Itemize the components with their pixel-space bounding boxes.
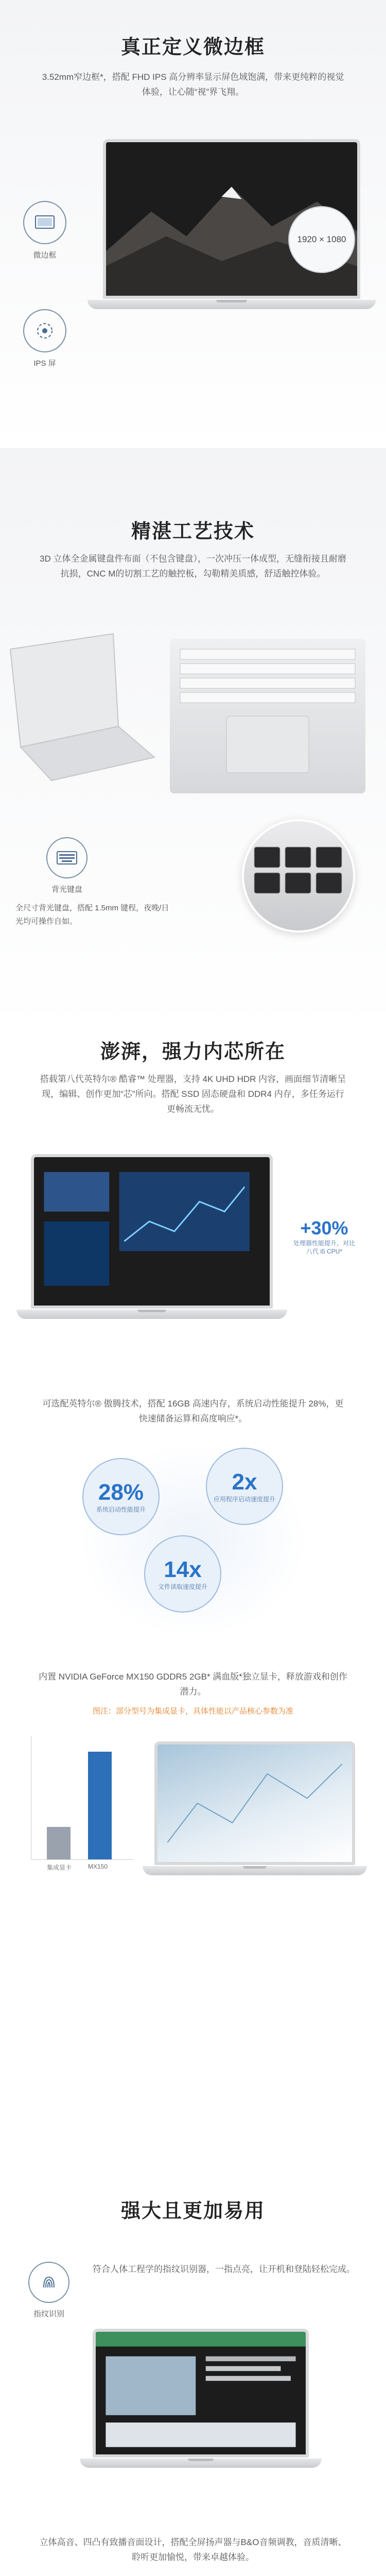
chart-category-label: 集成显卡 (47, 1864, 72, 1871)
section-desc-2: 可选配英特尔® 傲腾技术，搭配 16GB 高速内存，系统启动性能提升 28%，更快速储备运算和高度响应*。 (42, 1399, 344, 1423)
bubble (206, 1448, 283, 1525)
resolution-badge (288, 206, 355, 273)
narrow-bezel-icon (23, 201, 66, 244)
chart-bar (47, 1827, 71, 1859)
section-desc: 3D 立体全金属键盘件布面（不包含键盘），一次冲压一体成型，无缝衔接且耐磨抗损，CNC M的切割工艺的触控板，勾勒精美质感，舒适触控体验。 (40, 554, 346, 579)
fingerprint-desc: 符合人体工程学的指纹识别器，一指点亮，让开机和登陆轻松完成。 (93, 2264, 355, 2274)
resolution-text: 1920 × 1080 (297, 234, 346, 244)
section-desc: 3.52mm窄边框*，搭配 FHD IPS 高分辨率显示屏色域饱满，带来更纯粹的视觉体验，让心随“视”界飞翔。 (42, 72, 344, 97)
bubble-note: 系统启动性能提升 (96, 1506, 146, 1513)
chart-note: 图注：部分型号为集成显卡，具体性能以产品核心参数为准 (92, 1707, 293, 1716)
section-bezel (0, 0, 386, 448)
feature-desc: 全尺寸背光键盘，搭配 1.5mm 键程，夜晚/日光均可操作自如。 (15, 904, 169, 926)
feature-label: 背光键盘 (51, 885, 82, 894)
section-usability (0, 2184, 386, 2576)
bubble-value: 14x (164, 1557, 202, 1582)
section-desc: 搭载第八代英特尔® 酷睿™ 处理器，支持 4K UHD HDR 内容，画面细节清晰呈现，编辑、创作更加“芯”所向。搭配 SSD 固态硬盘和 DDR4 内存，多任务运行更畅流无忧。 (40, 1074, 346, 1114)
bubble-value: 28% (98, 1480, 144, 1505)
bubble (144, 1535, 221, 1613)
icon-label: 微边框 (33, 251, 57, 260)
gpu-desc: 内置 NVIDIA GeForce MX150 GDDR5 2GB* 满血版*独立显卡，释放游戏和创作潜力。 (39, 1672, 347, 1697)
backlit-keyboard-icon (46, 837, 87, 878)
section-craftsmanship (0, 448, 386, 1036)
ips-screen-icon (23, 309, 66, 352)
laptop-game-image (154, 1741, 355, 1917)
icon-label: IPS 屏 (33, 359, 56, 368)
bubble-value: 2x (232, 1469, 257, 1495)
chart-bar (88, 1752, 112, 1859)
audio-desc: 立体高音、四凸有致播音面设计，搭配全屏扬声器与B&O音频调教，音质清晰、聆听更加愉悦，带来卓越体验。 (39, 2537, 347, 2562)
bubble-note: 应用程序启动速度提升 (213, 1496, 275, 1503)
fingerprint-icon (28, 2262, 69, 2303)
keyboard-zoom-image (242, 819, 355, 933)
bubble (82, 1458, 160, 1535)
section-title: 强大且更加易用 (120, 2200, 265, 2222)
section-performance (0, 1036, 386, 2184)
bubble-cluster (77, 1443, 309, 1638)
section-title: 澎湃，强力内芯所在 (100, 1041, 286, 1063)
laptop-dashboard-image (31, 1154, 273, 1350)
keyboard-image (170, 639, 365, 793)
section-title: 精湛工艺技术 (131, 521, 255, 543)
perf-value: +30% (300, 1217, 348, 1239)
icon-label: 指纹识别 (33, 2310, 64, 2318)
bubble-note: 文件读取速度提升 (157, 1583, 207, 1590)
perf-badge (288, 1200, 360, 1273)
laptop-web-image (93, 2329, 309, 2504)
section-title: 真正定义微边框 (120, 37, 265, 58)
chart-category-label: MX150 (88, 1863, 108, 1870)
perf-note: 处理器性能提升，对比八代 i5 CPU* (293, 1240, 355, 1255)
gpu-chart (31, 1736, 134, 1871)
laptop-open-image (0, 629, 160, 783)
